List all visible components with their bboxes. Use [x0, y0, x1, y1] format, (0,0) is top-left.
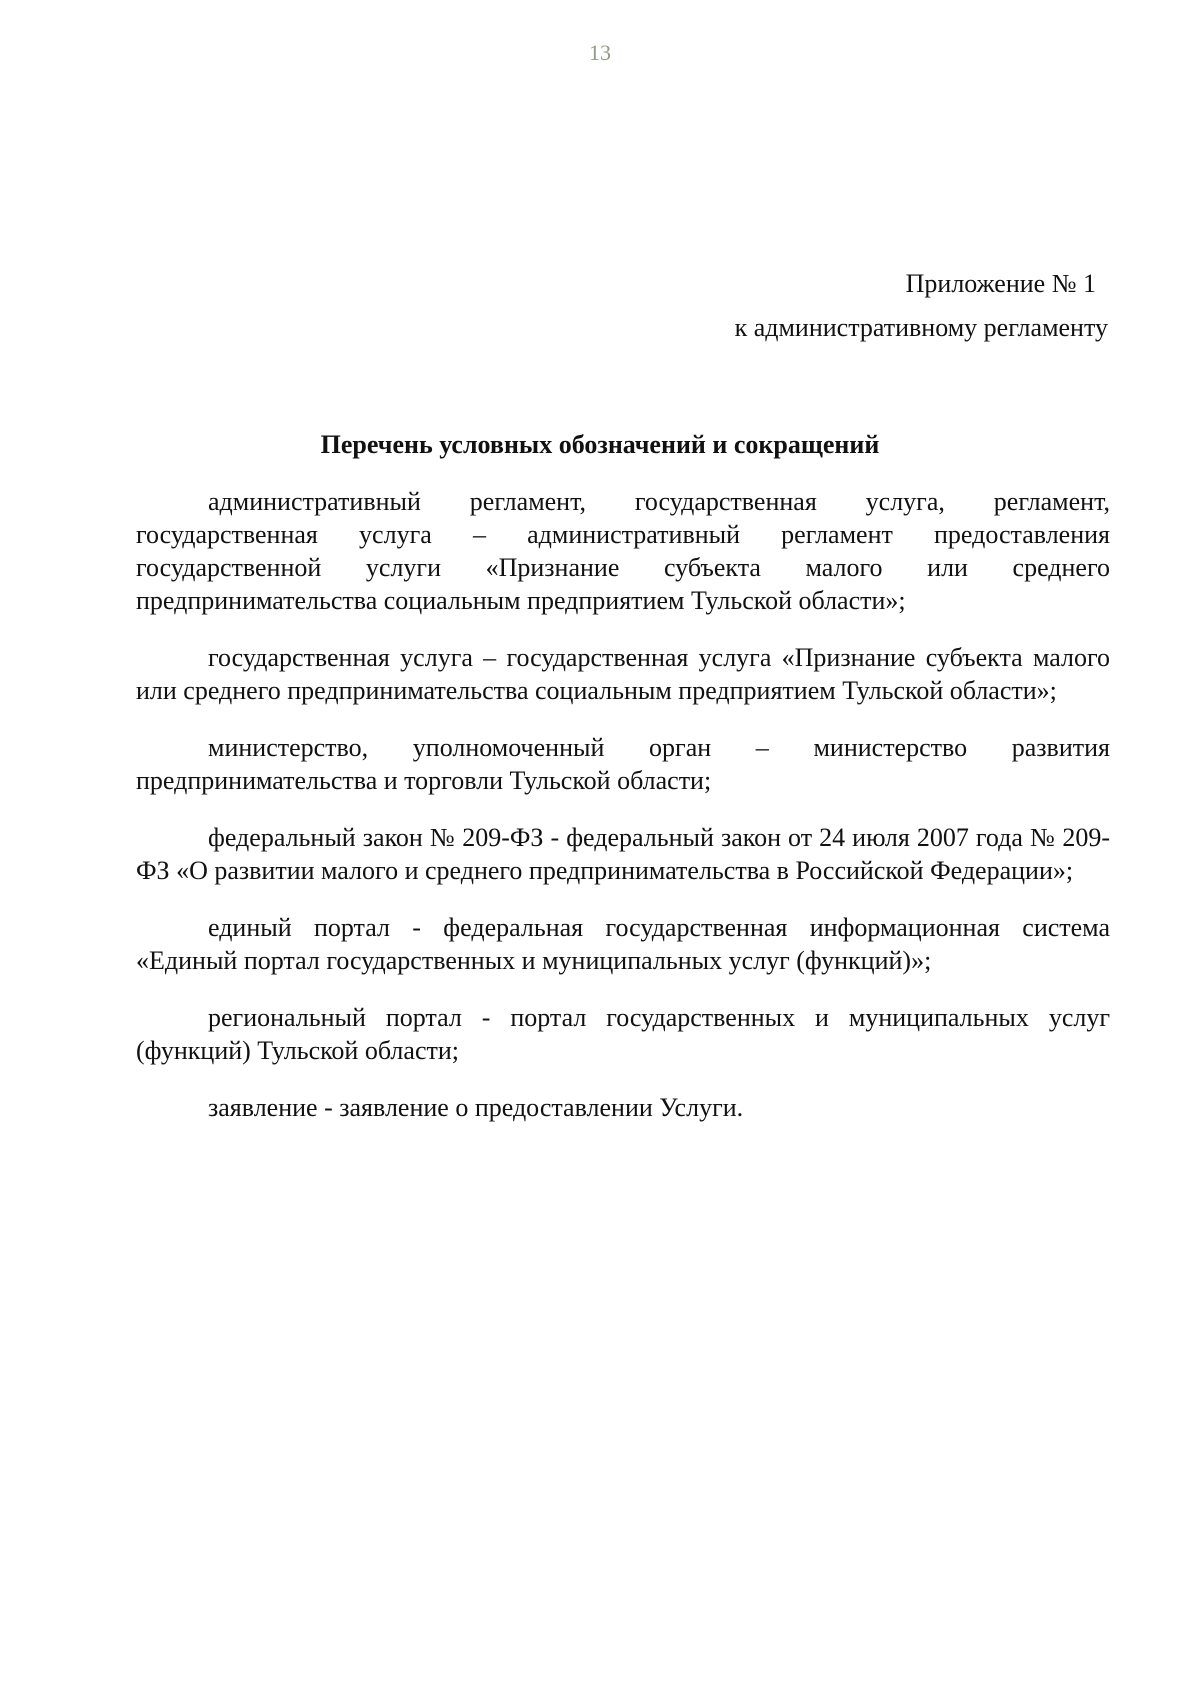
appendix-number: Приложение № 1	[905, 269, 1096, 298]
definitions-list	[136, 485, 1110, 1148]
appendix-reference: к административному регламенту	[734, 313, 1108, 342]
definition-item: единый портал - федеральная государственная информационная система «Единый портал государственных и муниципальных услуг (функций)»;	[136, 913, 1110, 975]
appendix-header	[588, 262, 1108, 350]
definition-item: административный регламент, государственная услуга, регламент, государственная услуга – административный регламент предоставления государственной услуги «Признание субъекта малого или среднего предпринимательства социальным предприятием Тульской области»;	[136, 487, 1110, 615]
definition-item: государственная услуга – государственная услуга «Признание субъекта малого или среднего предпринимательства социальным предприятием Тульской области»;	[136, 643, 1110, 705]
definition-item: заявление - заявление о предоставлении Услуги.	[208, 1093, 744, 1122]
document-title: Перечень условных обозначений и сокращений	[320, 430, 880, 459]
definition-item: федеральный закон № 209-ФЗ - федеральный закон от 24 июля 2007 года № 209-ФЗ «О развитии малого и среднего предпринимательства в Российской Федерации»;	[136, 823, 1110, 885]
page-number: 13	[589, 40, 611, 65]
definition-item: министерство, уполномоченный орган – министерство развития предпринимательства и торговли Тульской области;	[136, 733, 1110, 795]
definition-item: региональный портал - портал государственных и муниципальных услуг (функций) Тульской области;	[136, 1003, 1110, 1065]
